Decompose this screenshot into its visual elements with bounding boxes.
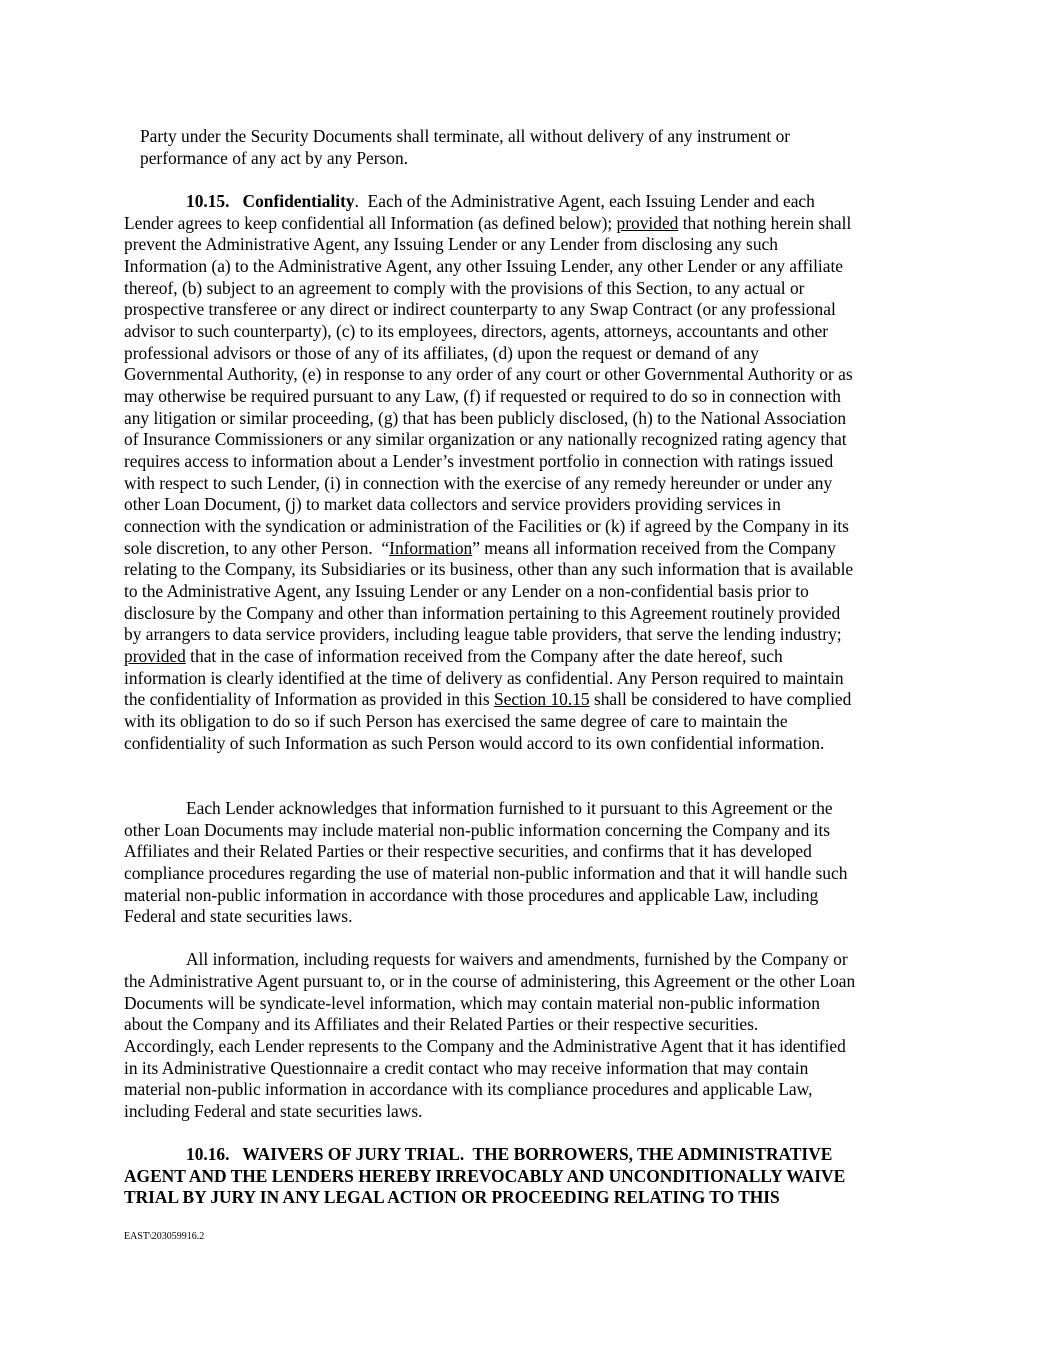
- body-line: Governmental Authority, (e) in response to any order of any court or other Governmental Authority or as: [124, 364, 853, 384]
- carryover-line: Party under the Security Documents shall terminate, all without delivery of any instrument or: [140, 126, 791, 146]
- body-line: may otherwise be required pursuant to any Law, (f) if requested or required to do so in connection with: [124, 386, 841, 406]
- body-line: relating to the Company, its Subsidiaries or its business, other than any such information that is available: [124, 559, 854, 579]
- section-heading: Confidentiality: [242, 191, 355, 211]
- section-reference: Section 10.15: [493, 689, 590, 709]
- body-line: [124, 688, 851, 710]
- body-line: Accordingly, each Lender represents to the Company and the Administrative Agent that it has identified: [124, 1036, 846, 1056]
- section-10-15-heading-line: [186, 190, 815, 212]
- body-line: Affiliates and their Related Parties or their respective securities, and confirms that it has developed: [124, 841, 812, 861]
- body-text: . Each of the Administrative Agent, each Issuing Lender and each: [354, 191, 815, 211]
- body-line: professional advisors or those of any of its affiliates, (d) upon the request or demand of any: [124, 343, 759, 363]
- body-line: [124, 645, 783, 667]
- body-line: material non-public information in accordance with its compliance procedures and applicable Law,: [124, 1079, 813, 1099]
- body-line: thereof, (b) subject to an agreement to comply with the provisions of this Section, to any actual or: [124, 278, 805, 298]
- carryover-line: performance of any act by any Person.: [140, 148, 409, 168]
- body-line: confidentiality of such Information as such Person would accord to its own confidential information.: [124, 733, 825, 753]
- body-text: Lender agrees to keep confidential all Information (as defined below);: [124, 213, 617, 233]
- body-line: by arrangers to data service providers, including league table providers, that serve the lending industry;: [124, 624, 842, 644]
- body-line: other Loan Documents may include material non-public information concerning the Company and its: [124, 820, 831, 840]
- body-line: [124, 537, 836, 559]
- body-line: to the Administrative Agent, any Issuing Lender or any Lender on a non-confidential basis prior to: [124, 581, 809, 601]
- body-line: about the Company and its Affiliates and their Related Parties or their respective securities.: [124, 1014, 759, 1034]
- body-line: All information, including requests for waivers and amendments, furnished by the Company or: [186, 949, 848, 969]
- body-text: that in the case of information received from the Company after the date hereof, such: [185, 646, 783, 666]
- provided-term: provided: [616, 213, 679, 233]
- body-line: advisor to such counterparty), (c) to its employees, directors, agents, attorneys, accountants and other: [124, 321, 829, 341]
- body-line: Federal and state securities laws.: [124, 906, 353, 926]
- section-10-16-line: TRIAL BY JURY IN ANY LEGAL ACTION OR PROCEEDING RELATING TO THIS: [124, 1187, 780, 1207]
- body-line: information is clearly identified at the time of delivery as confidential. Any Person required to maintain: [124, 668, 844, 688]
- section-10-16-line: AGENT AND THE LENDERS HEREBY IRREVOCABLY AND UNCONDITIONALLY WAIVE: [124, 1166, 846, 1186]
- provided-term: provided: [124, 646, 186, 666]
- body-line: prevent the Administrative Agent, any Issuing Lender or any Lender from disclosing any such: [124, 234, 778, 254]
- body-line: requires access to information about a Lender’s investment portfolio in connection with ratings issued: [124, 451, 834, 471]
- body-text: ” means all information received from the Company: [472, 538, 836, 558]
- section-10-16-heading-line: 10.16. WAIVERS OF JURY TRIAL. THE BORROWERS, THE ADMINISTRATIVE: [186, 1144, 833, 1164]
- body-line: material non-public information in accordance with those procedures and applicable Law, including: [124, 885, 819, 905]
- body-line: Documents will be syndicate-level information, which may contain material non-public information: [124, 993, 820, 1013]
- body-line: compliance procedures regarding the use of material non-public information and that it will handle such: [124, 863, 848, 883]
- information-term: Information: [389, 538, 473, 558]
- body-text: the confidentiality of Information as provided in this: [124, 689, 494, 709]
- body-line: connection with the syndication or administration of the Facilities or (k) if agreed by the Company in its: [124, 516, 849, 536]
- body-line: Information (a) to the Administrative Agent, any other Issuing Lender, any other Lender or any affiliate: [124, 256, 844, 276]
- body-line: disclosure by the Company and other than information pertaining to this Agreement routinely provided: [124, 603, 841, 623]
- body-text: that nothing herein shall: [678, 213, 852, 233]
- body-line: in its Administrative Questionnaire a credit contact who may receive information that may contain: [124, 1058, 809, 1078]
- body-line: other Loan Document, (j) to market data collectors and service providers providing services in: [124, 494, 781, 514]
- body-line: with respect to such Lender, (i) in connection with the exercise of any remedy hereunder or under any: [124, 473, 833, 493]
- body-line: any litigation or similar proceeding, (g) that has been publicly disclosed, (h) to the National Association: [124, 408, 847, 428]
- body-line: the Administrative Agent pursuant to, or in the course of administering, this Agreement or the other Loan: [124, 971, 856, 991]
- body-text: sole discretion, to any other Person. “: [124, 538, 390, 558]
- body-line: prospective transferee or any direct or indirect counterparty to any Swap Contract (or any professional: [124, 299, 836, 319]
- body-text: shall be considered to have complied: [589, 689, 852, 709]
- body-line: including Federal and state securities laws.: [124, 1101, 423, 1121]
- body-line: with its obligation to do so if such Person has exercised the same degree of care to maintain the: [124, 711, 788, 731]
- section-number: 10.15.: [186, 191, 230, 211]
- body-line: [124, 212, 851, 234]
- body-line: of Insurance Commissioners or any similar organization or any nationally recognized rating agency that: [124, 429, 847, 449]
- document-id-footer: EAST\203059916.2: [124, 1231, 205, 1242]
- body-line: Each Lender acknowledges that information furnished to it pursuant to this Agreement or the: [186, 798, 833, 818]
